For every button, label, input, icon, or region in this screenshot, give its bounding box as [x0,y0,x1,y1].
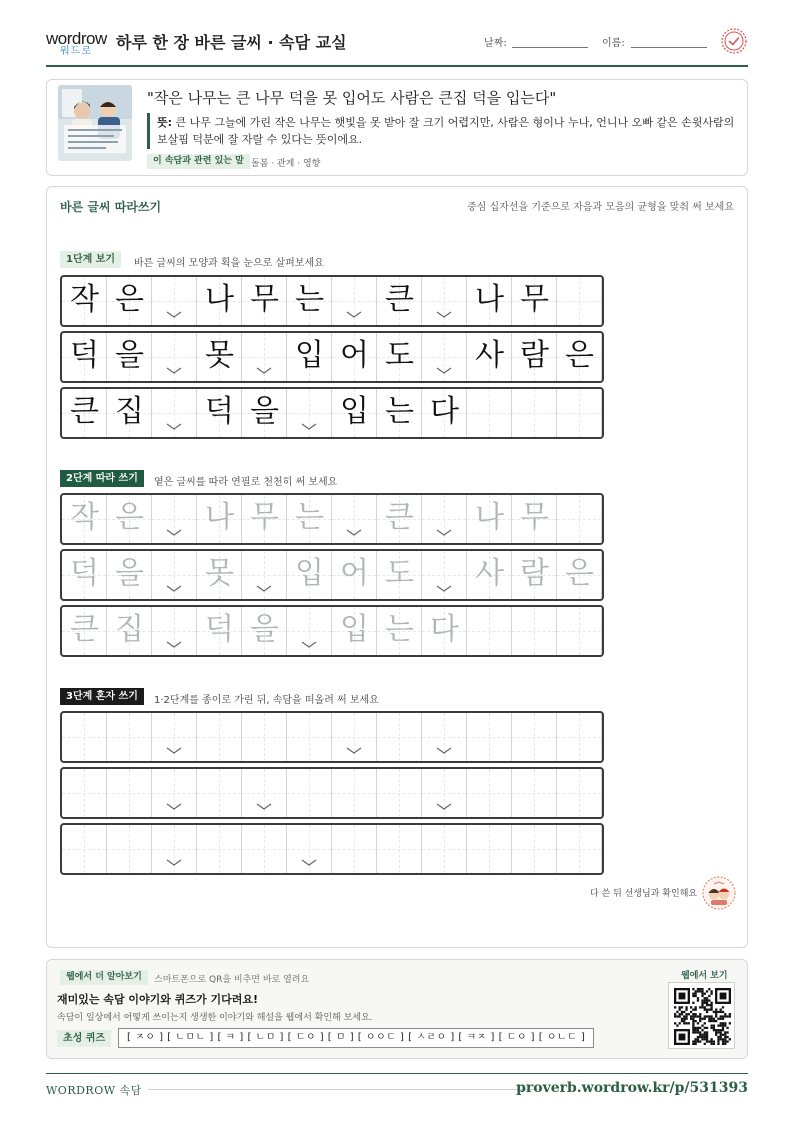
writing-cell[interactable] [467,825,512,873]
header-divider [46,65,748,67]
writing-cell [332,333,377,381]
writing-cell [557,277,602,325]
qr-code-box[interactable] [668,982,735,1049]
writing-cell[interactable] [422,825,467,873]
writing-cell [287,389,332,437]
space-mark-icon [436,367,452,375]
syllable: 는 [385,612,414,647]
writing-cell [152,277,197,325]
writing-cell[interactable] [377,825,422,873]
footer-brand: WORDROW 속담 [46,1084,142,1097]
writing-cell[interactable] [152,825,197,873]
writing-cell[interactable] [242,495,287,543]
proverb-illustration [58,85,132,161]
writing-cell[interactable] [332,713,377,761]
footer-divider [46,1073,748,1074]
writing-cell[interactable] [107,769,152,817]
writing-cell[interactable] [152,769,197,817]
writing-cell [242,389,287,437]
writing-cell[interactable] [557,769,602,817]
writing-cell[interactable] [197,825,242,873]
syllable: 덕 [205,394,234,429]
writing-cell[interactable] [152,495,197,543]
initial-quiz-tag: 초성 퀴즈 [57,1030,111,1047]
writing-cell [242,333,287,381]
writing-cell[interactable] [242,551,287,599]
practice-title: 바른 글씨 따라쓰기 [60,200,162,214]
writing-cell [467,333,512,381]
step1-writing-row [60,387,604,439]
syllable: 작 [70,500,99,535]
writing-cell[interactable] [422,769,467,817]
writing-cell[interactable] [197,551,242,599]
syllable: 어 [340,556,369,591]
syllable: 작 [70,282,99,317]
writing-cell [422,333,467,381]
writing-cell[interactable] [377,713,422,761]
logo-wordmark: wordrow [46,29,107,48]
writing-cell[interactable] [107,825,152,873]
writing-cell[interactable] [152,713,197,761]
writing-cell[interactable] [152,607,197,655]
writing-cell[interactable] [287,769,332,817]
practice-hint: 중심 십자선을 기준으로 자음과 모음의 균형을 맞춰 써 보세요 [467,202,734,213]
space-mark-icon [346,311,362,319]
syllable: 도 [385,556,414,591]
writing-cell[interactable] [107,495,152,543]
writing-cell[interactable] [332,825,377,873]
writing-cell [332,389,377,437]
space-mark-icon [301,641,317,649]
date-label: 날짜: [484,38,507,49]
writing-cell[interactable] [62,825,107,873]
space-mark-icon [166,367,182,375]
space-mark-icon [166,423,182,431]
writing-cell [197,389,242,437]
writing-cell[interactable] [242,769,287,817]
wordrow-logo [46,30,108,56]
logo-korean: 워드로 [60,46,92,57]
syllable: 는 [385,394,414,429]
writing-cell [287,333,332,381]
syllable: 나 [475,282,504,317]
syllable: 무 [520,282,549,317]
syllable: 다 [430,612,459,647]
syllable: 덕 [205,612,234,647]
writing-cell[interactable] [62,769,107,817]
writing-cell [512,389,557,437]
syllable: 은 [565,556,594,591]
writing-cell[interactable] [287,825,332,873]
step1-writing-row [60,331,604,383]
writing-cell [467,277,512,325]
step3-writing-row[interactable] [60,711,604,763]
writing-cell [557,333,602,381]
writing-cell[interactable] [287,713,332,761]
writing-cell[interactable] [422,713,467,761]
writing-cell [242,277,287,325]
writing-cell[interactable] [512,495,557,543]
step2-description: 옅은 글씨를 따라 연필로 천천히 써 보세요 [154,477,338,488]
space-mark-icon [256,585,272,593]
syllable: 사 [475,556,504,591]
writing-cell[interactable] [422,495,467,543]
writing-cell[interactable] [512,769,557,817]
kids-mascot-icon [702,876,736,910]
writing-cell[interactable] [422,607,467,655]
writing-cell [377,277,422,325]
writing-cell[interactable] [197,713,242,761]
writing-cell [422,389,467,437]
step2-writing-row[interactable] [60,493,604,545]
writing-cell [152,389,197,437]
writing-cell[interactable] [62,607,107,655]
writing-cell[interactable] [197,607,242,655]
writing-cell [62,333,107,381]
writing-cell[interactable] [332,607,377,655]
space-mark-icon [256,803,272,811]
writing-cell[interactable] [377,551,422,599]
space-mark-icon [301,859,317,867]
writing-cell[interactable] [152,551,197,599]
meaning-label: 뜻: [157,116,173,129]
writing-cell [332,277,377,325]
syllable: 입 [340,612,369,647]
space-mark-icon [166,529,182,537]
writing-cell[interactable] [62,713,107,761]
proverb-text: "작은 나무는 큰 나무 덕을 못 입어도 사람은 큰집 덕을 입는다" [147,89,557,107]
step3-writing-row[interactable] [60,823,604,875]
name-field-line [631,47,707,48]
writing-cell [422,277,467,325]
writing-cell [197,333,242,381]
writing-cell[interactable] [557,713,602,761]
syllable: 못 [205,556,234,591]
writing-cell[interactable] [107,607,152,655]
writing-cell[interactable] [332,769,377,817]
step3-badge: 3단계 혼자 쓰기 [60,688,144,705]
writing-cell[interactable] [557,607,602,655]
writing-cell[interactable] [107,551,152,599]
writing-cell[interactable] [287,607,332,655]
step3-writing-row[interactable] [60,767,604,819]
qr-label: 웹에서 보기 [681,971,728,981]
web-description: 속담이 일상에서 어떻게 쓰이는지 생생한 이야기와 해설을 웹에서 확인해 보세요. [57,1013,373,1023]
writing-cell[interactable] [557,551,602,599]
syllable: 는 [295,282,324,317]
syllable: 다 [430,394,459,429]
step1-description: 바른 글씨의 모양과 획을 눈으로 살펴보세요 [134,258,324,269]
writing-cell[interactable] [332,551,377,599]
web-learn-more-tag: 웹에서 더 알아보기 [60,970,148,985]
syllable: 을 [115,338,144,373]
writing-cell[interactable] [512,551,557,599]
writing-cell[interactable] [242,607,287,655]
syllable: 어 [340,338,369,373]
syllable: 나 [205,282,234,317]
writing-cell[interactable] [107,713,152,761]
space-mark-icon [346,529,362,537]
writing-cell[interactable] [512,713,557,761]
syllable: 입 [340,394,369,429]
check-stamp-icon [721,28,747,54]
syllable: 큰 [385,282,414,317]
space-mark-icon [346,747,362,755]
writing-cell[interactable] [287,551,332,599]
syllable: 집 [115,394,144,429]
space-mark-icon [256,367,272,375]
space-mark-icon [436,585,452,593]
web-heading: 재미있는 속담 이야기와 퀴즈가 기다려요! [57,993,258,1006]
syllable: 큰 [385,500,414,535]
syllable: 입 [295,556,324,591]
writing-cell[interactable] [197,495,242,543]
step3-description: 1·2단계를 종이로 가린 뒤, 속담을 떠올려 써 보세요 [154,695,379,706]
writing-cell[interactable] [377,607,422,655]
writing-cell [107,333,152,381]
syllable: 람 [520,338,549,373]
syllable: 큰 [70,612,99,647]
syllable: 나 [475,500,504,535]
syllable: 무 [250,282,279,317]
footer-url-link[interactable]: proverb.wordrow.kr/p/531393 [516,1080,748,1096]
writing-cell [107,389,152,437]
writing-cell [197,277,242,325]
writing-cell[interactable] [557,495,602,543]
meaning-paragraph [157,114,737,148]
step2-badge: 2단계 따라 쓰기 [60,470,144,487]
syllable: 사 [475,338,504,373]
writing-cell[interactable] [332,495,377,543]
syllable: 을 [250,612,279,647]
writing-cell[interactable] [467,713,512,761]
space-mark-icon [166,803,182,811]
space-mark-icon [166,747,182,755]
syllable: 는 [295,500,324,535]
writing-cell [512,333,557,381]
step1-badge: 1단계 보기 [60,251,121,268]
writing-cell[interactable] [62,495,107,543]
writing-cell [152,333,197,381]
teacher-check-label: 다 쓴 뒤 선생님과 확인해요 [590,889,698,899]
syllable: 을 [250,394,279,429]
space-mark-icon [166,859,182,867]
meaning-body: 큰 나무 그늘에 가린 작은 나무는 햇빛을 못 받아 잘 크기 어렵지만, 사람은 형이나 누나, 언니나 오빠 같은 손윗사람의 보살핌 덕분에 잘 자랄 수 있다는 뜻이에요. [157,116,735,146]
step1-writing-row [60,275,604,327]
space-mark-icon [436,311,452,319]
writing-cell[interactable] [512,825,557,873]
writing-cell[interactable] [197,769,242,817]
space-mark-icon [436,529,452,537]
syllable: 무 [250,500,279,535]
space-mark-icon [166,641,182,649]
syllable: 은 [565,338,594,373]
syllable: 나 [205,500,234,535]
space-mark-icon [166,311,182,319]
space-mark-icon [436,747,452,755]
writing-cell [107,277,152,325]
writing-cell[interactable] [377,769,422,817]
date-field-line [512,47,588,48]
syllable: 은 [115,282,144,317]
related-words: 돌봄 · 관계 · 영향 [251,159,321,169]
space-mark-icon [166,585,182,593]
syllable: 람 [520,556,549,591]
footer-dotted-line [148,1089,540,1090]
writing-cell[interactable] [467,769,512,817]
syllable: 무 [520,500,549,535]
name-label: 이름: [602,38,625,49]
syllable: 은 [115,500,144,535]
writing-cell[interactable] [422,551,467,599]
syllable: 을 [115,556,144,591]
writing-cell [287,277,332,325]
syllable: 못 [205,338,234,373]
web-qr-hint: 스마트폰으로 QR을 비추면 바로 열려요 [154,975,310,985]
writing-cell [62,389,107,437]
writing-cell [377,333,422,381]
syllable: 집 [115,612,144,647]
meaning-accent-bar [147,113,150,149]
syllable: 입 [295,338,324,373]
syllable: 큰 [70,394,99,429]
writing-cell[interactable] [62,551,107,599]
page-title: 하루 한 장 바른 글씨 · 속담 교실 [116,33,347,52]
writing-cell [557,389,602,437]
writing-cell[interactable] [467,495,512,543]
syllable: 덕 [70,556,99,591]
writing-cell[interactable] [377,495,422,543]
qr-code-icon[interactable] [674,988,731,1045]
writing-cell[interactable] [467,607,512,655]
writing-cell[interactable] [512,607,557,655]
space-mark-icon [301,423,317,431]
syllable: 덕 [70,338,99,373]
writing-cell[interactable] [242,825,287,873]
writing-cell[interactable] [557,825,602,873]
writing-cell [467,389,512,437]
step2-writing-row[interactable] [60,605,604,657]
step2-writing-row[interactable] [60,549,604,601]
space-mark-icon [436,803,452,811]
writing-cell[interactable] [287,495,332,543]
writing-cell[interactable] [242,713,287,761]
writing-cell [512,277,557,325]
related-words-tag: 이 속담과 관련 있는 말 [147,154,250,169]
writing-cell[interactable] [467,551,512,599]
syllable: 도 [385,338,414,373]
writing-cell [377,389,422,437]
initial-quiz-answer-box: [ ㅈㅇ ] [ ㄴㅁㄴ ] [ ㅋ ] [ ㄴㅁ ] [ ㄷㅇ ] [ ㅁ ] [ ㅇㅇㄷ ] [ ㅅㄹㅇ ] [ ㅋㅈ ] [ ㄷㅇ ] [ ㅇㄴㄷ ] [118,1028,594,1048]
writing-cell [62,277,107,325]
